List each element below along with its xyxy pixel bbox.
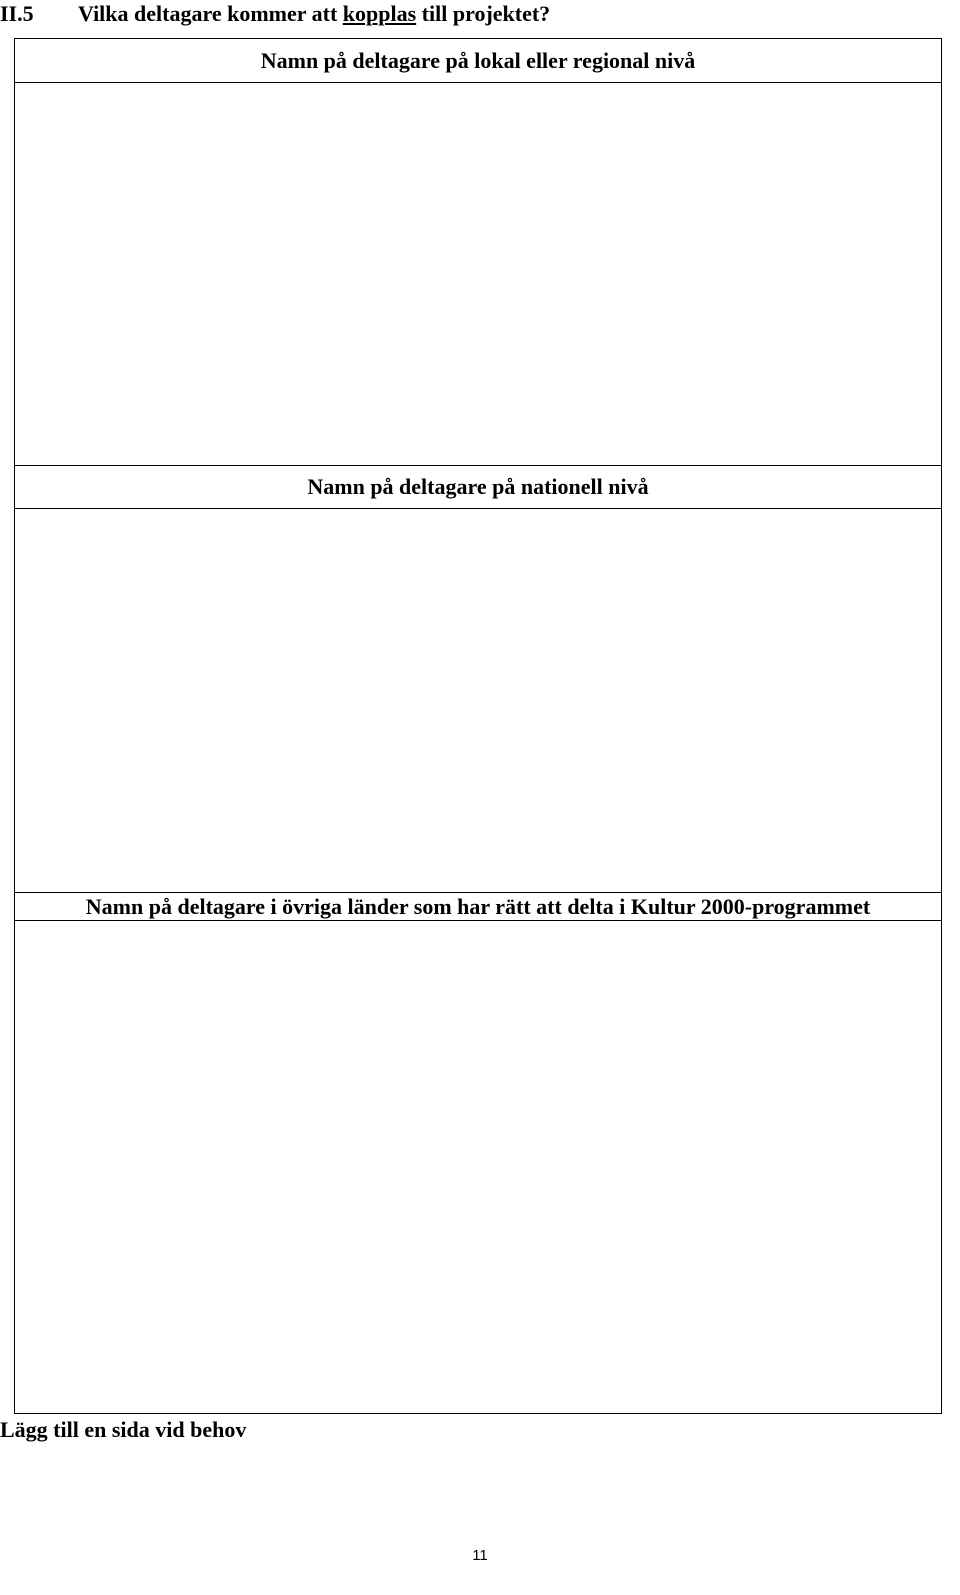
add-page-note: Lägg till en sida vid behov — [0, 1417, 247, 1442]
other-countries-entry-field[interactable] — [15, 921, 941, 1413]
other-countries-header: Namn på deltagare i övriga länder som har rätt att delta i Kultur 2000-programmet — [15, 893, 941, 921]
national-entry-field[interactable] — [15, 509, 941, 893]
local-regional-entry-field[interactable] — [15, 83, 941, 466]
national-header: Namn på deltagare på nationell nivå — [15, 466, 941, 509]
heading-underlined-word: kopplas — [342, 1, 417, 26]
section-number: II.5 — [0, 1, 34, 26]
local-regional-header: Namn på deltagare på lokal eller regional nivå — [15, 39, 941, 83]
participants-form-table — [14, 38, 942, 1414]
heading-text-after: till projektet? — [421, 1, 551, 26]
page-number: 11 — [472, 1547, 488, 1564]
section-heading — [0, 0, 550, 30]
heading-text-before: Vilka deltagare kommer att — [78, 1, 338, 26]
